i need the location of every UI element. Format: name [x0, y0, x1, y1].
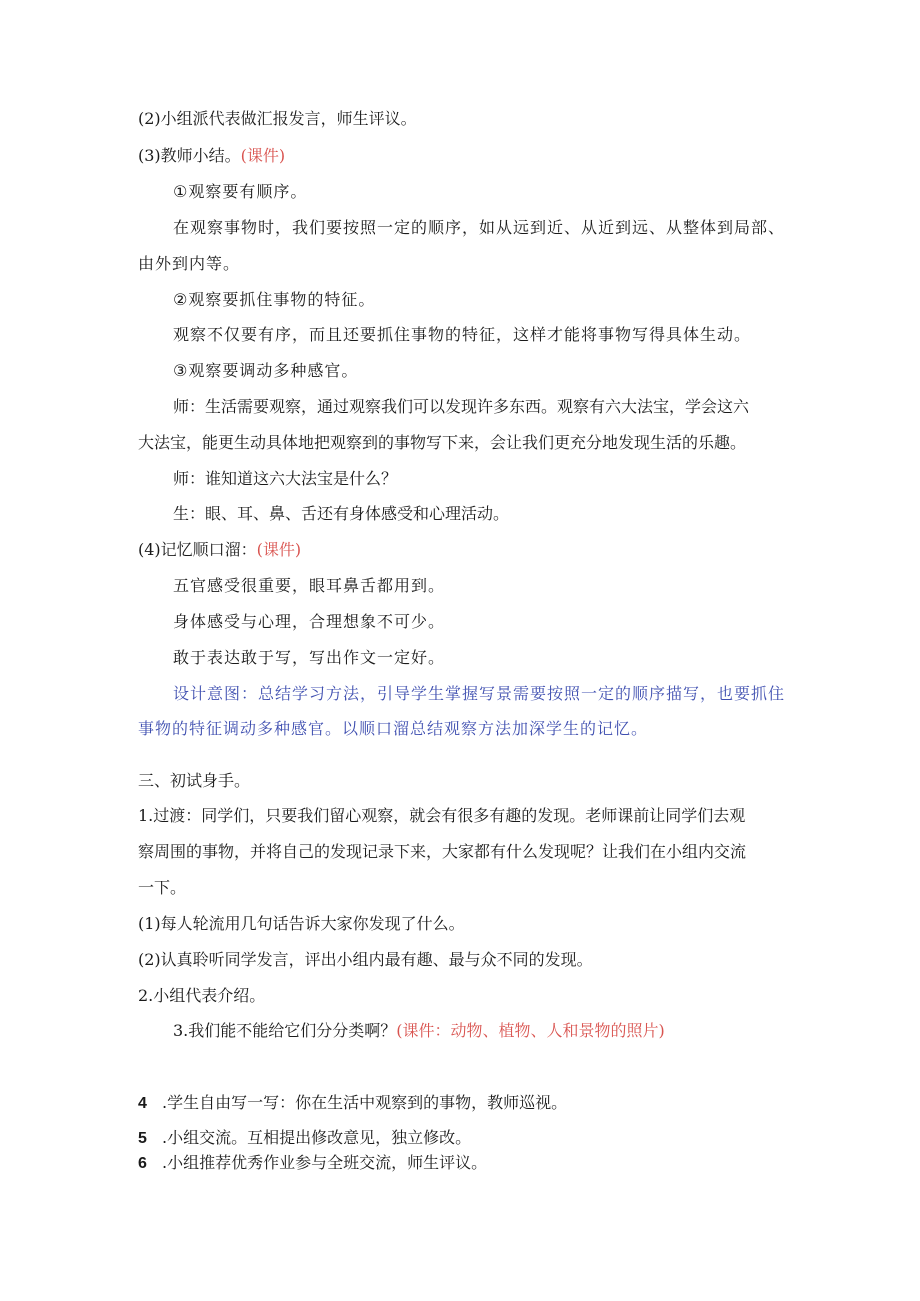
design-intent-line-1 [173, 684, 785, 704]
rhyme-line-1-text: 五官感受很重要，眼耳鼻舌都用到。 [173, 576, 446, 595]
step-2-group-intro [138, 986, 265, 1006]
step-3-classify-text: 3.我们能不能给它们分分类啊？ [173, 1021, 397, 1040]
point-1-heading [173, 182, 307, 202]
step-4-text: (4)记忆顺口溜： [138, 540, 257, 559]
point-1-body-line-1 [173, 218, 785, 238]
rhyme-line-3-text: 敢于表达敢于写，写出作文一定好。 [173, 648, 446, 667]
transition-line-3 [138, 878, 186, 898]
step-6-class-exchange-text: .小组推荐优秀作业参与全班交流，师生评议。 [162, 1153, 488, 1172]
courseware-note: (课件) [240, 146, 286, 165]
point-1-text: ①观察要有顺序。 [173, 182, 308, 201]
section-3-title: 三、初试身手。 [138, 771, 251, 790]
step-number: 6 [138, 1155, 147, 1172]
step-number: 5 [138, 1130, 147, 1147]
point-1-body-text-1: 在观察事物时，我们要按照一定的顺序，如从远到近、从近到远、从整体到局部、 [173, 218, 786, 237]
step-number: 4 [138, 1095, 147, 1112]
step-2-group-intro-text: 2.小组代表介绍。 [138, 986, 266, 1005]
teacher-line-2 [138, 433, 746, 453]
point-1-body-line-2 [138, 254, 240, 274]
transition-line-2 [138, 842, 746, 862]
teacher-line-1-text: 师：生活需要观察，通过观察我们可以发现许多东西。观察有六大法宝，学会这六 [173, 397, 750, 416]
point-2-text: ②观察要抓住事物的特征。 [173, 290, 376, 309]
step-4-free-writing [138, 1093, 567, 1114]
courseware-photos-note: (课件：动物、植物、人和景物的照片) [396, 1021, 665, 1040]
step-5-group-exchange-text: .小组交流。互相提出修改意见，独立修改。 [162, 1128, 472, 1147]
step-6-class-exchange [138, 1153, 487, 1174]
teacher-question [173, 469, 397, 489]
courseware-note: (课件) [256, 540, 302, 559]
sub-step-2-text: (2)认真聆听同学发言，评出小组内最有趣、最与众不同的发现。 [138, 950, 593, 969]
step-2-report [138, 109, 417, 129]
design-intent-text-1: 设计意图：总结学习方法，引导学生掌握写景需要按照一定的顺序描写，也要抓住 [173, 684, 786, 703]
point-2-heading [173, 290, 375, 310]
transition-text-1: 1.过渡：同学们，只要我们留心观察，就会有很多有趣的发现。老师课前让同学们去观 [138, 806, 746, 825]
step-5-group-exchange [138, 1128, 471, 1149]
step-2-report-text: (2)小组派代表做汇报发言，师生评议。 [138, 109, 417, 128]
sub-step-2 [138, 950, 593, 970]
rhyme-line-2-text: 身体感受与心理，合理想象不可少。 [173, 612, 446, 631]
step-4-rhyme [138, 540, 301, 560]
step-3-teacher-summary [138, 146, 285, 166]
rhyme-line-1 [173, 576, 445, 596]
teacher-question-text: 师：谁知道这六大法宝是什么？ [173, 469, 398, 488]
sub-step-1 [138, 914, 465, 934]
section-3-heading [138, 771, 250, 791]
design-intent-text-2: 事物的特征调动多种感官。以顺口溜总结观察方法加深学生的记忆。 [138, 719, 649, 738]
point-3-heading [173, 361, 358, 381]
point-2-body-text: 观察不仅要有序，而且还要抓住事物的特征，这样才能将事物写得具体生动。 [173, 325, 752, 344]
point-3-text: ③观察要调动多种感官。 [173, 361, 359, 380]
point-1-body-text-2: 由外到内等。 [138, 254, 241, 273]
rhyme-line-3 [173, 648, 445, 668]
step-4-free-writing-text: .学生自由写一写：你在生活中观察到的事物，教师巡视。 [162, 1093, 568, 1112]
sub-step-1-text: (1)每人轮流用几句话告诉大家你发现了什么。 [138, 914, 465, 933]
student-answer [173, 504, 509, 524]
teacher-line-2-text: 大法宝，能更生动具体地把观察到的事物写下来，会让我们更充分地发现生活的乐趣。 [138, 433, 747, 452]
teacher-line-1 [173, 397, 749, 417]
step-3-text: (3)教师小结。 [138, 146, 241, 165]
design-intent-line-2 [138, 719, 648, 739]
step-3-classify [173, 1021, 665, 1041]
transition-line-1 [138, 806, 745, 826]
transition-text-3: 一下。 [138, 878, 187, 897]
point-2-body [173, 325, 751, 345]
rhyme-line-2 [173, 612, 445, 632]
transition-text-2: 察周围的事物，并将自己的发现记录下来，大家都有什么发现呢？让我们在小组内交流 [138, 842, 747, 861]
student-answer-text: 生：眼、耳、鼻、舌还有身体感受和心理活动。 [173, 504, 510, 523]
